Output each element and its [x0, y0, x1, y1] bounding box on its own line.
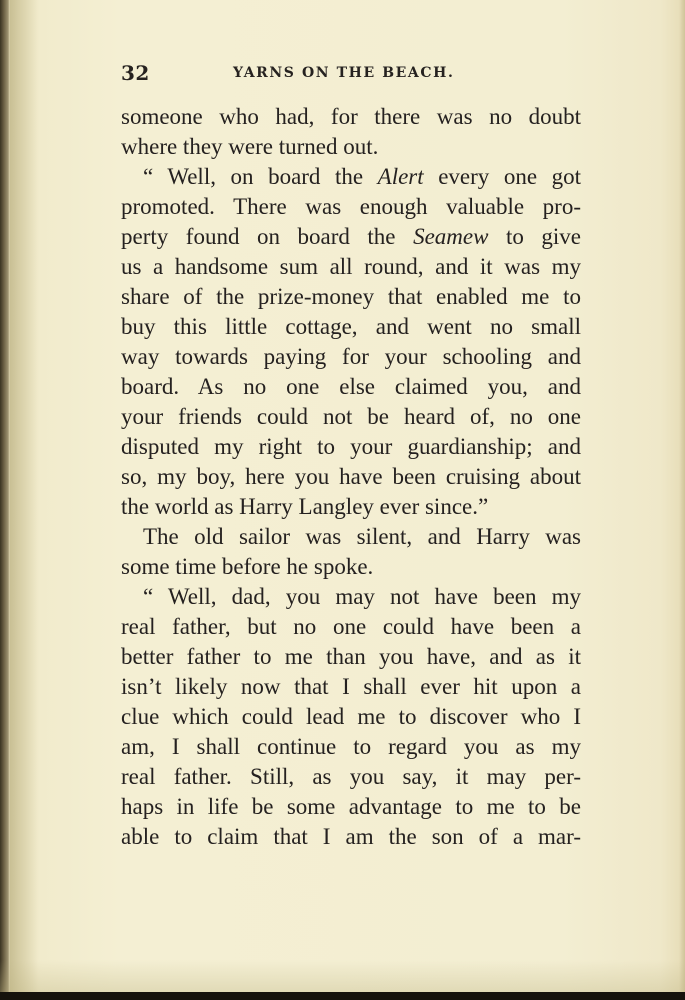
- text-segment: disputed my right to your guardianship; and: [121, 434, 581, 459]
- text-segment: real father. Still, as you say, it may per-: [121, 764, 581, 789]
- text-segment: to give: [488, 224, 581, 249]
- text-line: [121, 762, 581, 792]
- scan-border: [0, 992, 685, 1000]
- gutter-shadow: [10, 0, 38, 992]
- text-segment: haps in life be some advantage to me to be: [121, 794, 581, 819]
- text-segment: better father to me than you have, and as it: [121, 644, 581, 669]
- text-line: [121, 372, 581, 402]
- text-line: [121, 552, 581, 582]
- text-segment: way towards paying for your schooling and: [121, 344, 581, 369]
- text-line: [121, 522, 581, 552]
- text-line: [121, 252, 581, 282]
- running-title: YARNS ON THE BEACH.: [233, 65, 455, 81]
- text-line: [121, 822, 581, 852]
- text-segment: where they were turned out.: [121, 134, 379, 159]
- text-segment: “ Well, on board the: [143, 164, 378, 189]
- text-segment: us a handsome sum all round, and it was my: [121, 254, 581, 279]
- page-edge: [679, 0, 685, 992]
- text-segment: real father, but no one could have been a: [121, 614, 581, 639]
- text-segment: am, I shall continue to regard you as my: [121, 734, 581, 759]
- text-segment: able to claim that I am the son of a mar-: [121, 824, 581, 849]
- text-line: [121, 792, 581, 822]
- text-segment: “ Well, dad, you may not have been my: [143, 584, 581, 609]
- text-line: [121, 162, 581, 192]
- text-line: [121, 132, 581, 162]
- text-segment: every one got: [423, 164, 581, 189]
- text-segment: buy this little cottage, and went no small: [121, 314, 581, 339]
- page-number: 32: [121, 61, 150, 85]
- text-segment: clue which could lead me to discover who I: [121, 704, 581, 729]
- running-head: [121, 61, 581, 85]
- text-segment: The old sailor was silent, and Harry was: [143, 524, 581, 549]
- text-line: [121, 192, 581, 222]
- text-line: [121, 732, 581, 762]
- text-line: [121, 102, 581, 132]
- ship-name-seamew: Seamew: [413, 224, 489, 249]
- text-line: [121, 612, 581, 642]
- text-line: [121, 402, 581, 432]
- text-segment: your friends could not be heard of, no one: [121, 404, 581, 429]
- text-segment: the world as Harry Langley ever since.”: [121, 494, 489, 519]
- text-segment: board. As no one else claimed you, and: [121, 374, 581, 399]
- text-line: [121, 282, 581, 312]
- text-line: [121, 342, 581, 372]
- text-segment: some time before he spoke.: [121, 554, 374, 579]
- text-segment: promoted. There was enough valuable pro-: [121, 194, 581, 219]
- text-line: [121, 312, 581, 342]
- text-segment: someone who had, for there was no doubt: [121, 104, 581, 129]
- text-line: [121, 702, 581, 732]
- text-segment: perty found on board the: [121, 224, 414, 249]
- book-spine: [0, 0, 10, 992]
- text-line: [121, 432, 581, 462]
- text-line: [121, 642, 581, 672]
- text-line: [121, 672, 581, 702]
- body-text: [121, 102, 581, 852]
- text-line: [121, 492, 581, 522]
- text-line: [121, 582, 581, 612]
- text-segment: isn’t likely now that I shall ever hit upon a: [121, 674, 581, 699]
- text-line: [121, 222, 581, 252]
- ship-name-alert: Alert: [377, 164, 424, 189]
- text-line: [121, 462, 581, 492]
- text-segment: share of the prize-money that enabled me to: [121, 284, 581, 309]
- page-bottom-shade: [0, 960, 685, 992]
- text-segment: so, my boy, here you have been cruising about: [121, 464, 581, 489]
